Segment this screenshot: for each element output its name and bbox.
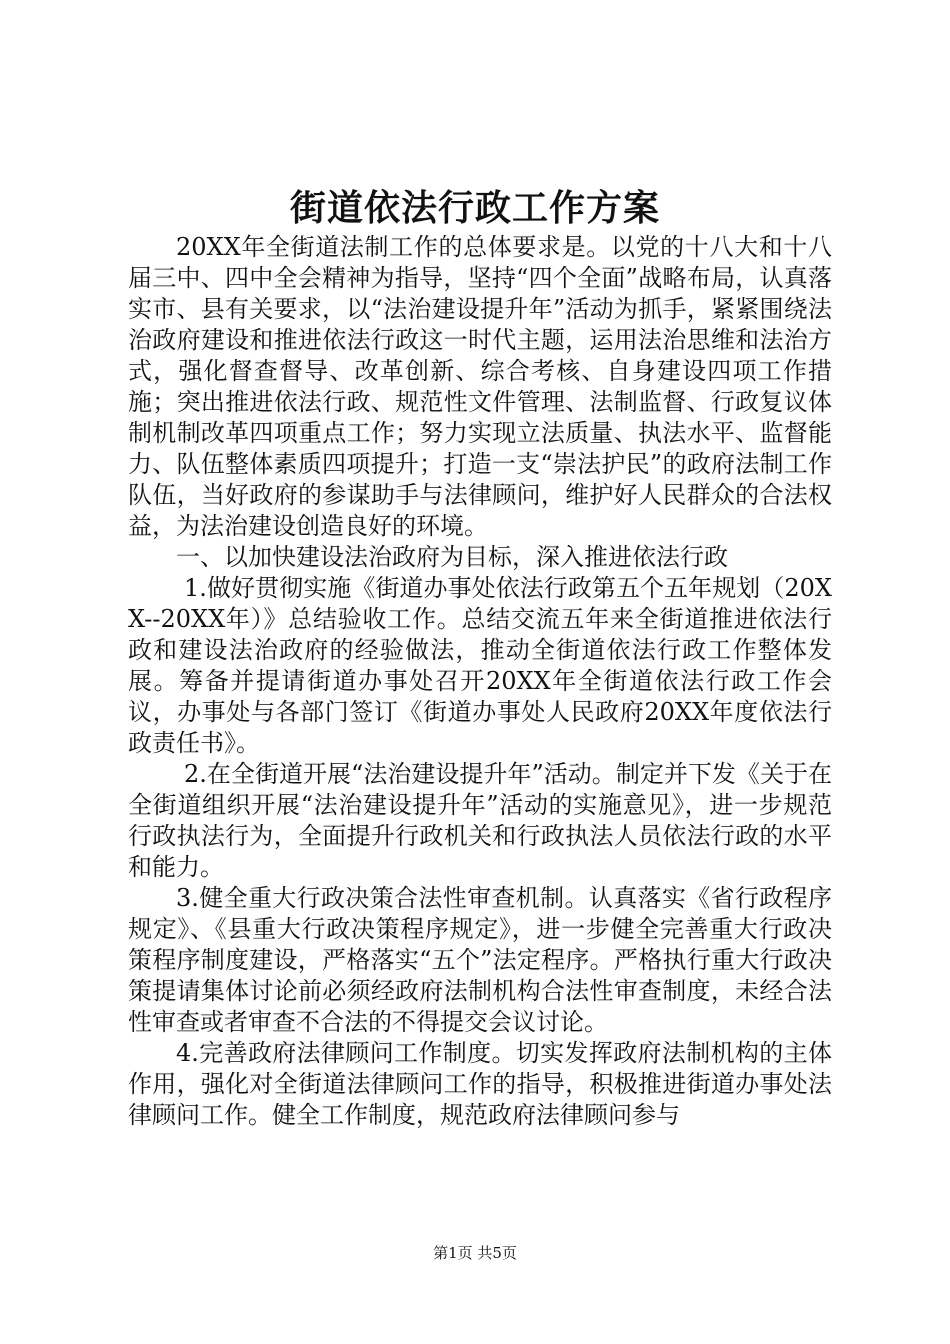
list-item-3: 3.健全重大行政决策合法性审查机制。认真落实《省行政程序规定》、《县重大行政决策程序规定》，进一步健全完善重大行政决策程序制度建设，严格落实“五个”法定程序。严格执行重大行政决策提请集体讨论前必须经政府法制机构合法性审查制度，未经合法性审查或者审查不合法的不得提交会议讨论。 — [128, 884, 832, 1036]
list-item-2: 2.在全街道开展“法治建设提升年”活动。制定并下发《关于在全街道组织开展“法治建设提升年”活动的实施意见》，进一步规范行政执法行为，全面提升行政机关和行政执法人员依法行政的水平和能力。 — [128, 760, 832, 881]
document-body — [128, 232, 832, 1131]
list-item-4: 4.完善政府法律顾问工作制度。切实发挥政府法制机构的主体作用，强化对全街道法律顾问工作的指导，积极推进街道办事处法律顾问工作。健全工作制度，规范政府法律顾问参与 — [128, 1039, 832, 1129]
list-item-1: 1.做好贯彻实施《街道办事处依法行政第五个五年规划（20XX--20XX年）》总结验收工作。总结交流五年来全街道推进依法行政和建设法治政府的经验做法，推动全街道依法行政工作整体发展。筹备并提请街道办事处召开20XX年全街道依法行政工作会议，办事处与各部门签订《街道办事处人民政府20XX年度依法行政责任书》。 — [128, 574, 832, 757]
intro-paragraph: 20XX年全街道法制工作的总体要求是。以党的十八大和十八届三中、四中全会精神为指导，坚持“四个全面”战略布局，认真落实市、县有关要求，以“法治建设提升年”活动为抓手，紧紧围绕法治政府建设和推进依法行政这一时代主题，运用法治思维和法治方式，强化督查督导、改革创新、综合考核、自身建设四项工作措施；突出推进依法行政、规范性文件管理、法制监督、行政复议体制机制改革四项重点工作；努力实现立法质量、执法水平、监督能力、队伍整体素质四项提升；打造一支“崇法护民”的政府法制工作队伍，当好政府的参谋助手与法律顾问，维护好人民群众的合法权益，为法治建设创造良好的环境。 — [128, 233, 832, 540]
section-heading: 一、以加快建设法治政府为目标，深入推进依法行政 — [176, 543, 728, 571]
page-footer: 第1页 共5页 — [433, 1244, 517, 1262]
document-title: 街道依法行政工作方案 — [289, 187, 660, 229]
